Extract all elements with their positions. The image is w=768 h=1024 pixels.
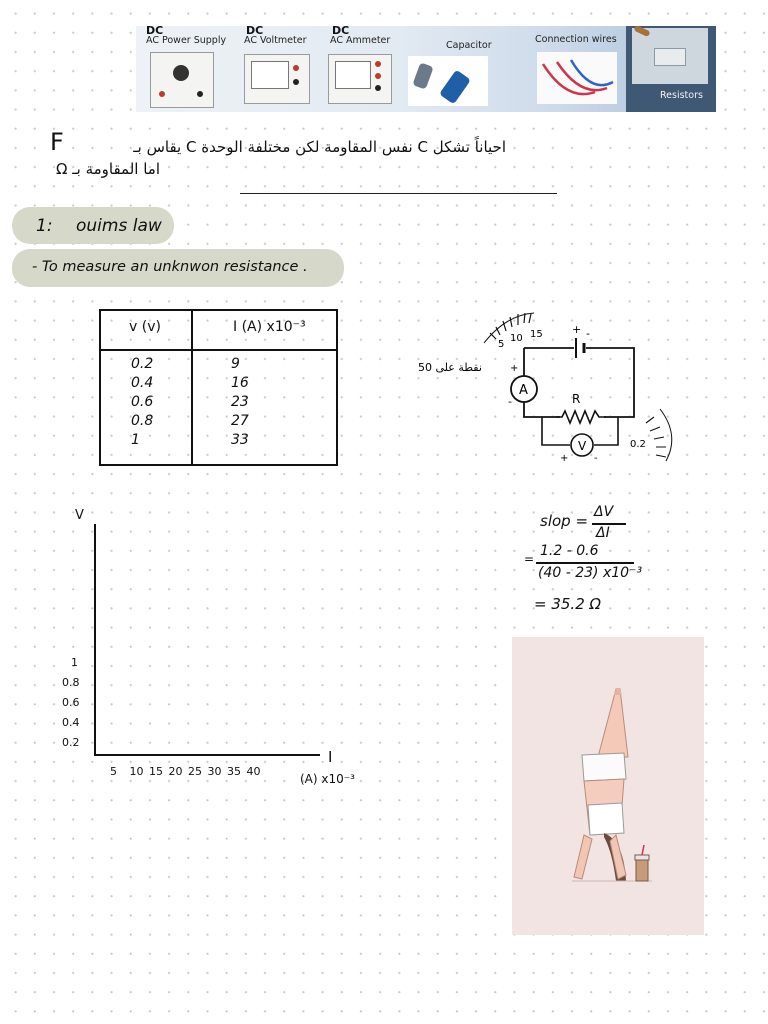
connection-wires-item: [531, 26, 626, 112]
table-cell-current: 23: [231, 394, 249, 410]
y-tick-label: 0.2: [62, 736, 80, 749]
ammeter-minus: -: [508, 395, 512, 408]
graph-x-label: I: [328, 748, 333, 766]
graph-x-unit: (A) x10⁻³: [300, 772, 355, 786]
voltmeter-dc-label: DC: [246, 24, 264, 37]
ammeter-plus: +: [510, 363, 519, 374]
section-title-pill: [12, 207, 174, 244]
ammeter-scale-tick: 10: [510, 333, 523, 344]
ammeter-item: [322, 26, 402, 112]
equipment-banner: [136, 26, 716, 112]
section-number: 1:: [36, 216, 53, 236]
table-cell-current: 27: [231, 413, 249, 429]
resistors-item: [626, 26, 716, 112]
table-cell-voltage: 0.6: [131, 394, 154, 410]
slope-numerator: ΔV: [594, 504, 614, 520]
voltmeter-letter: V: [578, 439, 587, 453]
x-tick-label: 40: [246, 765, 261, 778]
voltmeter-item: [236, 26, 326, 112]
ammeter-scale-tick: 15: [530, 329, 543, 340]
table-cell-current: 33: [231, 432, 249, 448]
capacitor-item: [406, 26, 496, 112]
graph-y-label: V: [75, 508, 84, 523]
section-title: ouims law: [76, 216, 162, 236]
battery-plus: +: [572, 323, 582, 336]
section-subtitle: - To measure an unknwon resistance .: [32, 259, 308, 275]
connection-wires-image: [537, 52, 617, 104]
y-tick-label: 0.4: [62, 716, 80, 729]
graph-y-axis: [94, 524, 96, 756]
power-supply-item: [136, 26, 236, 112]
slope-equals: =: [524, 552, 535, 566]
ammeter-image: [328, 54, 392, 104]
note-line-2: اما المقاومة بـ Ω: [56, 160, 161, 178]
section-subtitle-pill: [12, 249, 344, 287]
x-tick-label: 20: [168, 765, 183, 778]
y-tick-label: 1: [71, 656, 78, 669]
slope-difference-current: (40 - 23) x10⁻³: [538, 565, 643, 581]
note-line-1: احياناً تشكل C نفس المقاومة لكن مختلفة الوحدة C يقاس بـ: [133, 138, 506, 156]
table-header-voltage: v (v): [129, 319, 161, 335]
table-cell-current: 9: [231, 356, 240, 372]
ammeter-dc-label: DC: [332, 24, 350, 37]
capacitor-label: Capacitor: [446, 40, 492, 51]
connection-wires-label: Connection wires: [535, 34, 617, 45]
voltmeter-label: AC Voltmeter: [244, 35, 307, 46]
table-header-divider: [101, 349, 336, 351]
capacitor-image: [408, 56, 488, 106]
power-supply-label: AC Power Supply: [146, 35, 227, 46]
table-cell-voltage: 1: [131, 432, 140, 448]
voltmeter-scale: [646, 409, 672, 461]
ammeter-letter: A: [519, 383, 528, 398]
ammeter-note: 50 نقطة على: [418, 361, 482, 374]
table-header-current: I (A) x10⁻³: [233, 319, 306, 335]
ammeter-label: AC Ammeter: [330, 35, 391, 46]
data-table: [99, 309, 338, 466]
graph-x-axis: [94, 754, 320, 756]
power-supply-image: [150, 52, 214, 108]
x-tick-label: 35: [227, 765, 241, 778]
slope-difference-voltage: 1.2 - 0.6: [540, 543, 599, 559]
voltmeter-reading: 0.2: [630, 439, 646, 450]
x-tick-label: 15: [149, 765, 163, 778]
battery-minus: -: [586, 327, 590, 340]
table-column-divider: [191, 311, 193, 464]
resistor-letter: R: [572, 392, 581, 406]
x-tick-label: 5: [110, 765, 117, 778]
table-cell-current: 16: [231, 375, 249, 391]
slope-difference-bar: [536, 562, 634, 564]
circuit-diagram: [410, 305, 690, 465]
slope-denominator: ΔI: [596, 525, 610, 541]
voltmeter-image: [244, 54, 310, 104]
voltmeter-minus: -: [594, 453, 598, 464]
circuit-wires: [524, 348, 634, 417]
divider-line: [240, 193, 557, 194]
table-cell-voltage: 0.2: [131, 356, 154, 372]
power-supply-dc-label: DC: [146, 24, 164, 37]
ammeter-scale-tick: 5: [498, 339, 505, 350]
ammeter-scale: [484, 313, 534, 343]
resistors-label: Resistors: [660, 90, 703, 101]
table-cell-voltage: 0.4: [131, 375, 154, 391]
voltmeter-plus: +: [560, 453, 569, 464]
y-tick-label: 0.8: [62, 676, 80, 689]
x-tick-label: 30: [207, 765, 222, 778]
slope-label: slop =: [540, 512, 589, 530]
note-letter-f: F: [50, 128, 64, 156]
handstand-illustration: [512, 637, 704, 935]
table-cell-voltage: 0.8: [131, 413, 154, 429]
x-tick-label: 10: [129, 765, 144, 778]
slope-result: = 35.2 Ω: [534, 595, 601, 613]
y-tick-label: 0.6: [62, 696, 80, 709]
x-tick-label: 25: [188, 765, 202, 778]
